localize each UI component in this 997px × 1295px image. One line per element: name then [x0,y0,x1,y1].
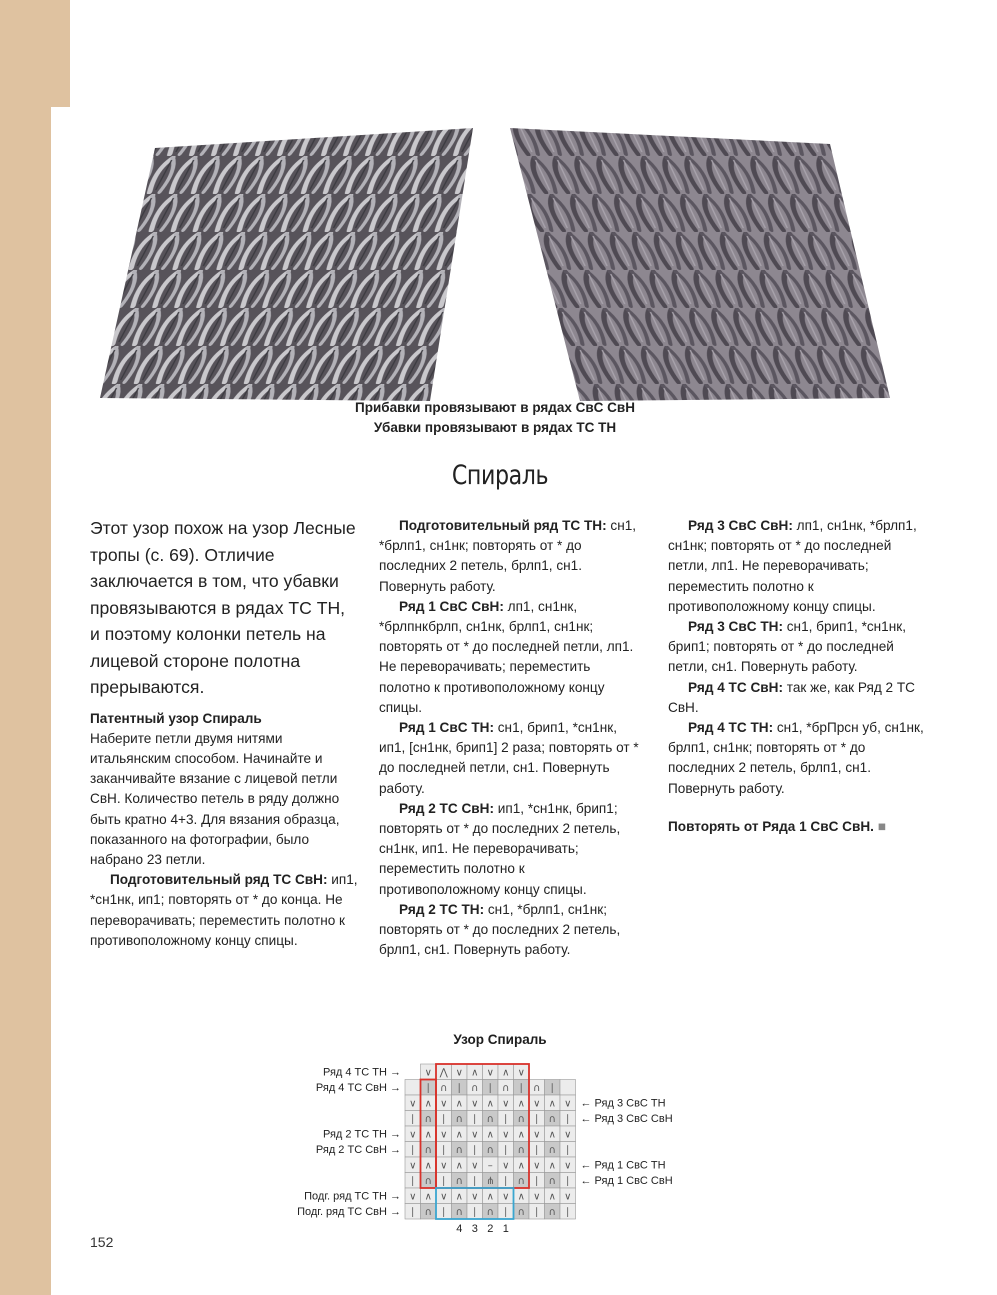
chart-symbol: ∧ [548,1098,556,1110]
chart-symbol: ∧ [548,1160,556,1172]
chart-column-number: 3 [471,1223,478,1235]
chart-symbol: ∩ [517,1113,525,1125]
step-row4-ts-svn: Ряд 4 ТС СвН: так же, как Ряд 2 ТС СвН. [668,679,915,715]
chart-title: Узор Спираль [453,1032,547,1047]
chart-symbol: ∩ [424,1144,432,1156]
column-1 [90,515,358,951]
chart-symbol: ∨ [471,1098,479,1110]
chart-right-label: ← Ряд 3 СвС ТН [580,1097,666,1110]
repeat-instruction: Повторять от Ряда 1 СвС СвН. ■ [668,818,886,834]
chart-symbol: ∩ [548,1113,556,1125]
chart-symbol: ∩ [455,1206,463,1218]
chart-symbol: ∨ [502,1129,510,1141]
chart-symbol: ∩ [533,1082,541,1094]
page-title: Спираль [451,460,549,491]
chart-symbol: ∨ [533,1160,541,1172]
chart-symbol: ∩ [517,1175,525,1187]
chart-symbol: ∣ [410,1175,416,1187]
chart-symbol: ∩ [471,1082,479,1094]
chart-symbol: ∧ [424,1129,432,1141]
chart-symbol: ∧ [424,1160,432,1172]
chart-right-label: ← Ряд 3 СвС СвН [580,1113,673,1126]
chart-symbol: ∩ [517,1144,525,1156]
chart-column-number: 2 [487,1223,494,1235]
cast-on-instructions: Наберите петли двумя нитями итальянским способом. Начинайте и заканчивайте вязание с лицевой петли СвН. Количество петель в ряду должно быть кратно 4+3. Для вязания образца, показанного на фотографии, было набрано 23 петли. [90,730,340,867]
chart-symbol: ∣ [549,1082,555,1094]
chart-symbol: ∣ [518,1082,524,1094]
chart-symbol: ∣ [472,1144,478,1156]
chart-symbol: ∧ [486,1191,494,1203]
chart-left-label: Ряд 4 ТС СвН → [315,1082,401,1095]
step-row2-ts-svn: Ряд 2 ТС СвН: ип1, *сн1нк, брип1; повторять от * до последних 2 петель, сн1нк, ип1. Не переворачивать; переместить полотно к противоположному концу спицы. [379,800,621,897]
column-3 [668,516,930,837]
chart-symbol: ∨ [409,1191,417,1203]
chart-symbol: ∣ [410,1206,416,1218]
chart-symbol: ∧ [486,1129,494,1141]
chart-symbol: ∣ [410,1144,416,1156]
chart-symbol: ∣ [441,1175,447,1187]
chart-symbol: ∨ [455,1067,463,1079]
chart-symbol: ∧ [517,1160,525,1172]
chart-symbol: ∩ [517,1206,525,1218]
chart-symbol: ∣ [441,1206,447,1218]
chart-symbol: ∣ [565,1144,571,1156]
chart-symbol: ∣ [503,1113,509,1125]
chart-symbol: ∧ [424,1098,432,1110]
page-edge-strip [0,107,51,1295]
chart-cell [529,1064,545,1080]
chart-symbol: ∣ [503,1175,509,1187]
chart-cell [560,1080,576,1096]
chart-left-label: Ряд 2 ТС ТН → [322,1128,401,1141]
step-row2-ts-tn: Ряд 2 ТС ТН: сн1, *брлп1, сн1нк; повторять от * до последних 2 петель, брлп1, сн1. Повернуть работу. [379,901,621,958]
chart-symbol: ∨ [409,1129,417,1141]
chart-symbol: ∣ [487,1082,493,1094]
chart-symbol: ∩ [455,1144,463,1156]
chart-symbol: ∨ [517,1067,525,1079]
chart-symbol: ∣ [503,1144,509,1156]
setup-row-ts-svn: Подготовительный ряд ТС СвН: ип1, *сн1нк, ип1; повторять от * до конца. Не переворачивать; переместить полотно к противоположному концу спицы. [90,872,358,948]
chart-symbol: ∩ [424,1175,432,1187]
caption-increases: Прибавки провязывают в рядах СвС СвН [355,400,635,415]
chart-symbol: ⋔ [486,1175,495,1187]
chart-symbol: ∣ [534,1175,540,1187]
chart-symbol: ∧ [471,1067,479,1079]
swatch-fabric-left [100,128,473,401]
step-row4-ts-tn: Ряд 4 ТС ТН: сн1, *брПрсн уб, сн1нк, брлп1, сн1нк; повторять от * до последних 2 петель, брлп1, сн1. Повернуть работу. [668,720,924,796]
chart-symbol: ∨ [409,1160,417,1172]
chart-symbol: ∧ [517,1191,525,1203]
chart-symbol: ∨ [533,1098,541,1110]
chart-symbol: ∣ [534,1144,540,1156]
chart-left-label: Подг. ряд ТС ТН → [304,1190,401,1203]
chart-symbol: ∣ [503,1206,509,1218]
chart-symbol: ∣ [425,1082,431,1094]
chart-symbol: ∨ [471,1129,479,1141]
chart-symbol: ∨ [502,1098,510,1110]
chart-symbol: ∨ [440,1129,448,1141]
chart-symbol: ∨ [564,1160,572,1172]
chart-cell [405,1064,421,1080]
chart-cell [405,1080,421,1096]
chart-symbol: ∣ [565,1206,571,1218]
chart-symbol: ∨ [471,1160,479,1172]
chart-symbol: ∩ [486,1144,494,1156]
chart-symbol: ∩ [548,1175,556,1187]
chart-right-label: ← Ряд 1 СвС ТН [580,1159,666,1172]
chart-left-label: Ряд 2 ТС СвН → [315,1144,401,1157]
chart-symbol: ∣ [410,1113,416,1125]
chart-cell [560,1064,576,1080]
chart-symbol: ∧ [455,1191,463,1203]
page-number: 152 [90,1234,114,1250]
chart-symbol: ∩ [424,1206,432,1218]
chart-symbol: ∨ [564,1098,572,1110]
chart-cell [545,1064,561,1080]
chart-symbol: ∩ [455,1175,463,1187]
step-row3-svs-tn: Ряд 3 СвС ТН: сн1, брип1, *сн1нк, брип1; повторять от * до последней петли, сн1. Повернуть работу. [668,619,906,675]
chart-symbol: ∧ [455,1160,463,1172]
pattern-heading: Патентный узор Спираль [90,710,262,726]
chart-symbol: ∩ [424,1113,432,1125]
chart-symbol: ∨ [502,1191,510,1203]
step-row1-svs-svn: Ряд 1 СвС СвН: лп1, сн1нк, *брлпнкбрлп, сн1нк, брлп1, сн1нк; повторять от * до последней петли, лп1. Не переворачивать; переместить полотно к противоположному концу спицы. [379,598,634,715]
chart-symbol: ∩ [548,1144,556,1156]
chart-symbol: ∧ [424,1191,432,1203]
step-prep-ts-tn: Подготовительный ряд ТС ТН: сн1, *брлп1, сн1нк; повторять от * до последних 2 петель, брлп1, сн1. Повернуть работу. [379,518,637,594]
chart-symbol: ∣ [565,1175,571,1187]
chart-symbol: ∧ [548,1191,556,1203]
chart-symbol: ∩ [455,1113,463,1125]
chart-symbol: ∣ [441,1113,447,1125]
chart-symbol: ∧ [455,1129,463,1141]
chart-symbol: ∣ [472,1113,478,1125]
stitch-chart [297,1058,710,1235]
chart-symbol: ∩ [486,1113,494,1125]
chart-symbol: ∨ [424,1067,432,1079]
chart-symbol: ∨ [533,1191,541,1203]
chart-symbol: ∣ [472,1175,478,1187]
chart-symbol: ∧ [502,1067,510,1079]
chart-left-label: Ряд 4 ТС ТН → [322,1066,401,1079]
chart-symbol: ∣ [441,1144,447,1156]
chart-symbol: ∣ [472,1206,478,1218]
chart-symbol: ∨ [564,1129,572,1141]
chart-symbol: ∨ [440,1098,448,1110]
section-tab [0,0,70,107]
step-row1-svs-tn: Ряд 1 СвС ТН: сн1, брип1, *сн1нк, ип1, [сн1нк, брип1] 2 раза; повторять от * до последней петли, сн1. Повернуть работу. [379,720,639,796]
chart-column-number: 1 [502,1223,509,1235]
swatch-photo-left [95,118,495,408]
caption-decreases: Убавки провязывают в рядах ТС ТН [373,420,617,435]
chart-symbol: ∨ [440,1191,448,1203]
chart-symbol: ∨ [440,1160,448,1172]
chart-left-label: Подг. ряд ТС СвН → [297,1206,401,1219]
chart-symbol: ∧ [486,1098,494,1110]
intro-text: Этот узор похож на узор Лесные тропы (с. 69). Отличие заключается в том, что убавки провязываются в рядах ТС ТН, и поэтому колонки петель на лицевой стороне полотна прерываются. [90,518,356,697]
swatch-fabric-right [510,128,890,401]
chart-symbol: ∨ [471,1191,479,1203]
chart-symbol: ∣ [534,1206,540,1218]
chart-symbol: ∩ [486,1206,494,1218]
chart-symbol: ∣ [456,1082,462,1094]
swatch-photo-right [505,118,895,408]
chart-symbol: ∨ [502,1160,510,1172]
chart-symbol: ∧ [548,1129,556,1141]
chart-symbol: ∧ [517,1098,525,1110]
chart-symbol: ∩ [502,1082,510,1094]
chart-symbol: ∣ [534,1113,540,1125]
chart-right-label: ← Ряд 1 СвС СвН [580,1175,673,1188]
chart-symbol: ∨ [409,1098,417,1110]
step-row3-svs-svn: Ряд 3 СвС СвН: лп1, сн1нк, *брлп1, сн1нк; повторять от * до последней петли, лп1. Не переворачивать; переместить полотно к противоположному концу спицы. [668,518,917,614]
chart-symbol: ∩ [548,1206,556,1218]
chart-symbol: ∣ [565,1113,571,1125]
chart-column-number: 4 [456,1223,463,1235]
chart-symbol: ⋀ [439,1067,448,1079]
chart-symbol: ∩ [440,1082,448,1094]
column-2 [379,516,639,960]
chart-symbol: ∨ [533,1129,541,1141]
chart-symbol: – [487,1160,493,1172]
chart-symbol: ∧ [517,1129,525,1141]
chart-symbol: ∨ [486,1067,494,1079]
chart-symbol: ∨ [564,1191,572,1203]
chart-symbol: ∧ [455,1098,463,1110]
